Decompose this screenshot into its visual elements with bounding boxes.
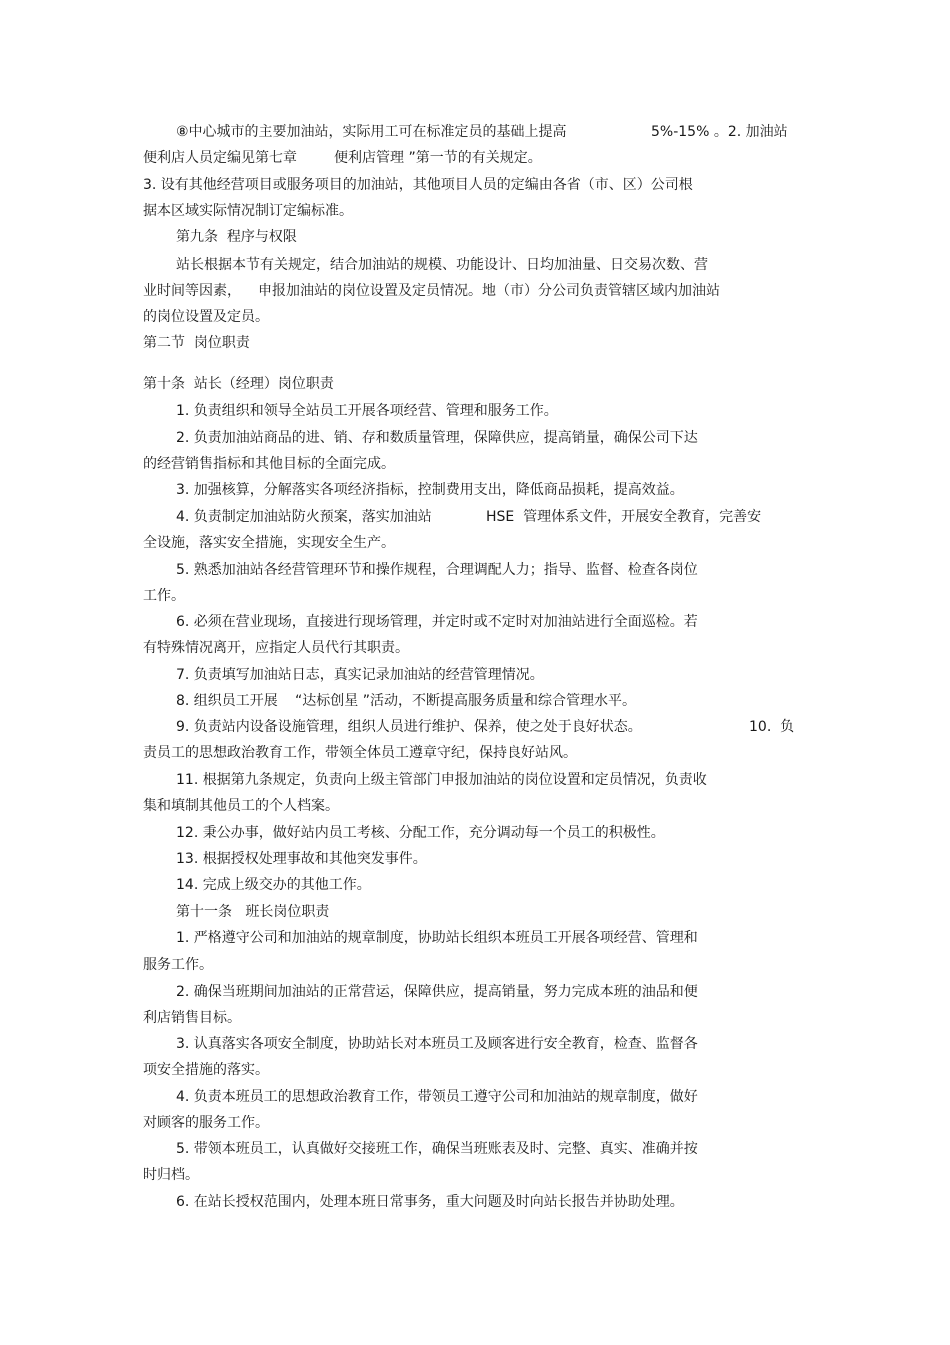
text-line: 对顾客的服务工作。 xyxy=(143,1115,269,1131)
list-item: 13. 根据授权处理事故和其他突发事件。 xyxy=(176,851,427,867)
text-line: 便利店管理 ”第一节的有关规定。 xyxy=(334,150,542,166)
text-line: 据本区域实际情况制订定编标准。 xyxy=(143,203,353,219)
list-item: 10. 负 xyxy=(749,719,795,735)
list-item: 8. 组织员工开展 xyxy=(176,693,278,709)
list-item: 1. 严格遵守公司和加油站的规章制度，协助站长组织本班员工开展各项经营、管理和 xyxy=(176,930,698,946)
text-line: 5%-15% 。2. 加油站 xyxy=(651,124,788,140)
section-heading: 第九条 程序与权限 xyxy=(176,229,297,245)
text-line: 项安全措施的落实。 xyxy=(143,1062,269,1078)
section-heading: 第二节 岗位职责 xyxy=(143,335,250,351)
text-line: 的岗位设置及定员。 xyxy=(143,309,269,325)
list-item: 2. 确保当班期间加油站的正常营运，保障供应，提高销量，努力完成本班的油品和便 xyxy=(176,984,698,1000)
list-item: 14. 完成上级交办的其他工作。 xyxy=(176,877,371,893)
text-line: 工作。 xyxy=(143,588,185,604)
text-line: 站长根据本节有关规定，结合加油站的规模、功能设计、日均加油量、日交易次数、营 xyxy=(176,257,708,273)
text-line: 利店销售目标。 xyxy=(143,1010,241,1026)
text-line: 申报加油站的岗位设置及定员情况。地（市）分公司负责管辖区域内加油站 xyxy=(258,283,720,299)
list-item: 1. 负责组织和领导全站员工开展各项经营、管理和服务工作。 xyxy=(176,403,558,419)
list-item: 5. 带领本班员工，认真做好交接班工作，确保当班账表及时、完整、真实、准确并按 xyxy=(176,1141,698,1157)
list-item: 9. 负责站内设备设施管理，组织人员进行维护、保养，使之处于良好状态。 xyxy=(176,719,642,735)
list-item: 5. 熟悉加油站各经营管理环节和操作规程，合理调配人力；指导、监督、检查各岗位 xyxy=(176,562,698,578)
text-line: ⑧中心城市的主要加油站，实际用工可在标准定员的基础上提高 xyxy=(176,124,567,140)
text-line: 有特殊情况离开，应指定人员代行其职责。 xyxy=(143,640,409,656)
text-line: 时归档。 xyxy=(143,1167,199,1183)
list-item: 3. 认真落实各项安全制度，协助站长对本班员工及顾客进行安全教育，检查、监督各 xyxy=(176,1036,698,1052)
text-line: HSE 管理体系文件，开展安全教育，完善安 xyxy=(486,509,762,525)
list-item: 11. 根据第九条规定，负责向上级主管部门申报加油站的岗位设置和定员情况，负责收 xyxy=(176,772,707,788)
text-line: 的经营销售指标和其他目标的全面完成。 xyxy=(143,456,395,472)
text-line: 3. 设有其他经营项目或服务项目的加油站，其他项目人员的定编由各省（市、区）公司根 xyxy=(143,177,693,193)
text-line: 服务工作。 xyxy=(143,957,213,973)
list-item: 4. 负责制定加油站防火预案，落实加油站 xyxy=(176,509,432,525)
list-item: 3. 加强核算，分解落实各项经济指标，控制费用支出，降低商品损耗，提高效益。 xyxy=(176,482,684,498)
list-item: 2. 负责加油站商品的进、销、存和数质量管理，保障供应，提高销量，确保公司下达 xyxy=(176,430,698,446)
text-line: 集和填制其他员工的个人档案。 xyxy=(143,798,339,814)
text-line: “达标创星 ”活动，不断提高服务质量和综合管理水平。 xyxy=(295,693,636,709)
list-item: 12. 秉公办事，做好站内员工考核、分配工作，充分调动每一个员工的积极性。 xyxy=(176,825,665,841)
list-item: 6. 在站长授权范围内，处理本班日常事务，重大问题及时向站长报告并协助处理。 xyxy=(176,1194,684,1210)
text-line: 业时间等因素， xyxy=(143,283,241,299)
text-line: 责员工的思想政治教育工作，带领全体员工遵章守纪，保持良好站风。 xyxy=(143,745,577,761)
article-heading: 第十条 站长（经理）岗位职责 xyxy=(143,376,334,392)
text-line: 全设施，落实安全措施，实现安全生产。 xyxy=(143,535,395,551)
list-item: 4. 负责本班员工的思想政治教育工作，带领员工遵守公司和加油站的规章制度，做好 xyxy=(176,1089,698,1105)
text-line: 便利店人员定编见第七章 xyxy=(143,150,297,166)
article-heading: 第十一条 班长岗位职责 xyxy=(176,904,330,920)
list-item: 6. 必须在营业现场，直接进行现场管理，并定时或不定时对加油站进行全面巡检。若 xyxy=(176,614,698,630)
list-item: 7. 负责填写加油站日志，真实记录加油站的经营管理情况。 xyxy=(176,667,544,683)
